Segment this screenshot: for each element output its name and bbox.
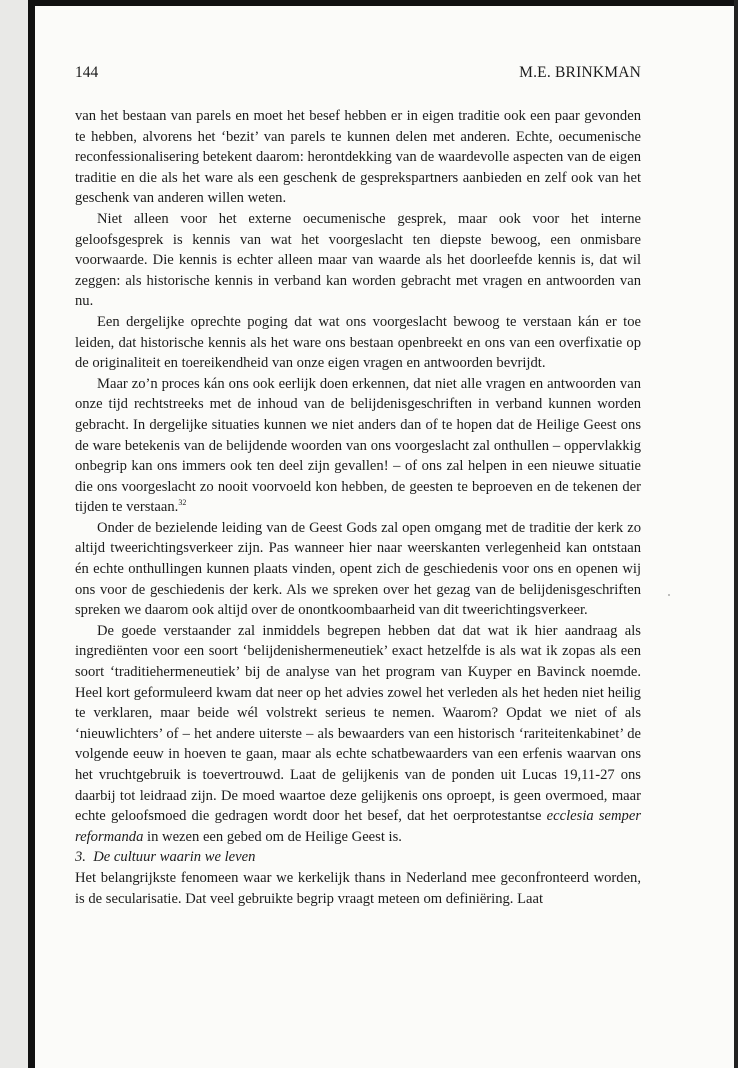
running-head: M.E. BRINKMAN xyxy=(519,64,641,81)
latin-phrase: ecclesia semper reformanda xyxy=(75,808,642,845)
footnote-ref: 32 xyxy=(178,498,187,508)
paragraph-6-end: in wezen een gebed om de Heilige Geest is. xyxy=(147,828,402,845)
section-heading xyxy=(75,847,641,868)
paragraph-6-middle: het heden niet heilig te verklaren, maar beide wél volstrekt serieus te nemen. Waarom? Opdat we niet of als ‘nieuwlichters’ of – het andere uiterste – als bewaarders van een historisch ‘rariteitenkabinet’ de volgende eeuw in hoeven te gaan, maar als echte schatbewaarders van een erfenis waarvan ons het vruchtgebruik is toevertrouwd. Laat de gelijkenis van de ponden uit Lucas 19,11-27 ons daarbij tot leidraad zijn. De moed waartoe deze gelijkenis ons oproept, is geen overmoed, maar echte geloofsmoed die gedragen wordt door het besef, dat het oerprotestantse xyxy=(75,684,641,825)
paragraph-final: Het belangrijkste fenomeen waar we kerkelijk thans in Nederland mee geconfronteerd worden, is de secularisatie. Dat veel gebruikte begrip vraagt meteen om definiëring. Laat xyxy=(75,869,641,907)
scan-border-right xyxy=(734,0,738,1068)
paragraph-4 xyxy=(75,374,641,518)
paragraph-6 xyxy=(75,621,641,848)
paragraph-1: van het bestaan van parels en moet het besef hebben er in eigen traditie ook een paar gevonden te hebben, alvorens het ‘bezit’ van parels te kunnen delen met anderen. Echte, oecumenische reconfessionalisering betekent daarom: herontdekking van de waardevolle aspecten van de eigen traditie en die als het ware als een geschenk de gesprekspartners aanbieden en zelf ook van het geschenk van anderen willen weten. xyxy=(75,108,641,207)
paragraph-2: Niet alleen voor het externe oecumenische gesprek, maar ook voor het interne geloofsgesprek is kennis van wat het voorgeslacht ten diepste bewoog, een onmisbare voorwaarde. Die kennis is echter alleen maar van waarde als het doorleefde kennis is, dat wil zeggen: als historische kennis in verband kan worden gebracht met vragen en antwoorden van nu. xyxy=(75,210,641,310)
section-number: 3. xyxy=(75,849,86,866)
page-number: 144 xyxy=(75,64,99,81)
paragraph-4-text: Maar zo’n proces kán ons ook eerlijk doen erkennen, dat niet alle vragen en antwoorden van onze tijd rechtstreeks met de inhoud van de belijdenisgeschriften in verband kunnen worden gebracht. In dergelijke situaties kunnen we niet anders dan of te hopen dat de Heilige Geest ons de ware betekenis van de belijdende woorden van ons voorgeslacht zal onthullen – oppervlakkig onbegrip kan ons immers ook ten deel zijn gevallen! – of ons zal helpen in een nieuwe situatie die ons voorgeslacht zo nooit voorvoeld kon hebben, de geesten te beproeven en de tekenen der tijden te verstaan. xyxy=(75,375,641,516)
section-title: De cultuur waarin we leven xyxy=(93,849,256,866)
paragraph-3: Een dergelijke oprechte poging dat wat ons voorgeslacht bewoog te verstaan kán er toe leiden, dat historische kennis als het ware ons bestaan openbreekt en ons van een overfixatie op de originaliteit en toereikendheid van onze eigen vragen en antwoorden bevrijdt. xyxy=(75,313,641,372)
paragraph-6-start: De goede verstaander zal inmiddels begrepen hebben dat dat wat ik hier aandraag als ingrediënten voor een soort ‘belijdenishermeneutiek’ exact hetzelfde is als wat ik zopas als een soort ‘traditiehermeneutiek’ bij de analyse van het program van Kuyper en Bavinck noemde. Heel kort geformuleerd kwam dat neer op het advies zowel het verleden als xyxy=(75,622,641,701)
scan-border-left xyxy=(28,0,35,1068)
scan-speck xyxy=(668,594,670,596)
body-text xyxy=(75,106,641,909)
scan-border-top xyxy=(28,0,738,6)
paragraph-5: Onder de bezielende leiding van de Geest Gods zal open omgang met de traditie der kerk zo altijd tweerichtingsverkeer zijn. Pas wanneer hier naar weerskanten verlegenheid kan ontstaan én echte onthullingen kunnen plaats vinden, opent zich de geschiedenis voor ons en openen wij ons voor de geschiedenis der kerk. Als we spreken over het gezag van de belijdenisgeschriften spreken we daarom ook altijd over de onontkoombaarheid van dit tweerichtingsverkeer. xyxy=(75,519,641,619)
